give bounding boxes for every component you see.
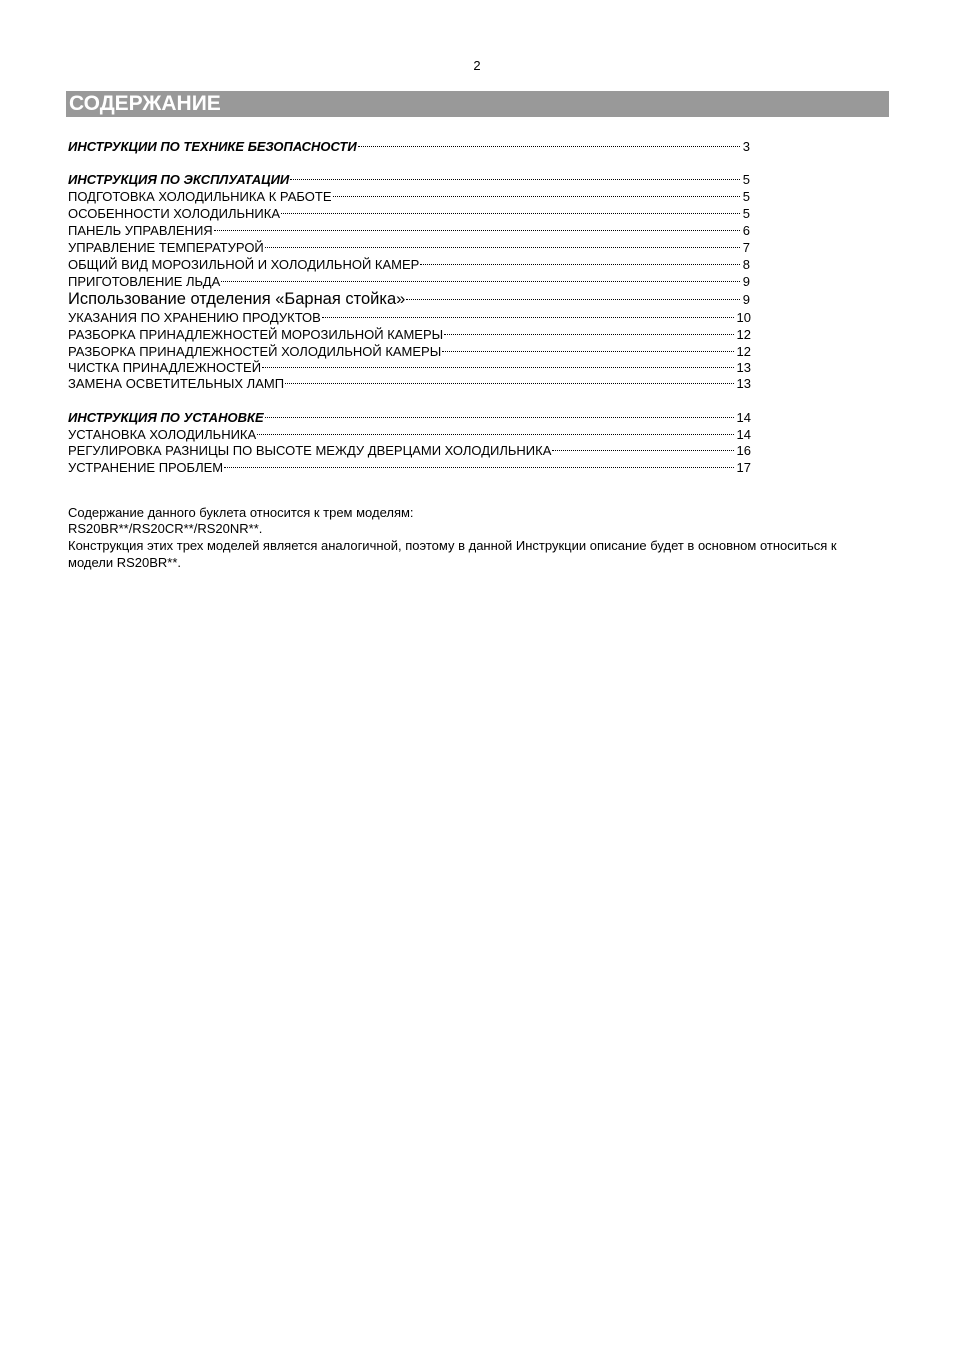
toc-entry-cleaning[interactable]: ЧИСТКА ПРИНАДЛЕЖНОСТЕЙ 13 bbox=[68, 354, 751, 371]
toc-entry-storage[interactable]: УКАЗАНИЯ ПО ХРАНЕНИЮ ПРОДУКТОВ 10 bbox=[68, 304, 751, 321]
toc-entry-bar[interactable]: Использование отделения «Барная стойка» 9 bbox=[68, 286, 750, 303]
toc-entry-control-panel[interactable]: ПАНЕЛЬ УПРАВЛЕНИЯ 6 bbox=[68, 217, 750, 234]
toc-entry-installation[interactable]: ИНСТРУКЦИЯ ПО УСТАНОВКЕ 14 bbox=[68, 404, 751, 421]
toc-entry-preparation[interactable]: ПОДГОТОВКА ХОЛОДИЛЬНИКА К РАБОТЕ 5 bbox=[68, 183, 750, 200]
models-note-design: Конструкция этих трех моделей является аналогичной, поэтому в данной Инструкции описание будет в основном относиться к модели RS20BR**. bbox=[68, 538, 837, 570]
toc-entry-operation[interactable]: ИНСТРУКЦИЯ ПО ЭКСПЛУАТАЦИИ 5 bbox=[68, 166, 750, 183]
toc-entry-install-fridge[interactable]: УСТАНОВКА ХОЛОДИЛЬНИКА 14 bbox=[68, 421, 751, 438]
toc-entry-door-adjustment[interactable]: РЕГУЛИРОВКА РАЗНИЦЫ ПО ВЫСОТЕ МЕЖДУ ДВЕРЦАМИ ХОЛОДИЛЬНИКА 16 bbox=[68, 437, 751, 454]
toc-entry-freezer-disassembly[interactable]: РАЗБОРКА ПРИНАДЛЕЖНОСТЕЙ МОРОЗИЛЬНОЙ КАМЕРЫ 12 bbox=[68, 321, 751, 338]
toc-entry-overview[interactable]: ОБЩИЙ ВИД МОРОЗИЛЬНОЙ И ХОЛОДИЛЬНОЙ КАМЕР 8 bbox=[68, 251, 750, 268]
toc-entry-features[interactable]: ОСОБЕННОСТИ ХОЛОДИЛЬНИКА 5 bbox=[68, 200, 750, 217]
models-note-list: RS20BR**/RS20CR**/RS20NR**. bbox=[68, 521, 263, 536]
contents-heading: СОДЕРЖАНИЕ bbox=[66, 91, 889, 117]
toc-entry-safety[interactable]: ИНСТРУКЦИИ ПО ТЕХНИКЕ БЕЗОПАСНОСТИ 3 bbox=[68, 133, 750, 150]
toc-entry-ice[interactable]: ПРИГОТОВЛЕНИЕ ЛЬДА 9 bbox=[68, 268, 750, 285]
page-number: 2 bbox=[473, 58, 481, 73]
toc-entry-troubleshooting[interactable]: УСТРАНЕНИЕ ПРОБЛЕМ 17 bbox=[68, 454, 751, 471]
toc-entry-lamps[interactable]: ЗАМЕНА ОСВЕТИТЕЛЬНЫХ ЛАМП 13 bbox=[68, 370, 751, 387]
toc-entry-temperature[interactable]: УПРАВЛЕНИЕ ТЕМПЕРАТУРОЙ 7 bbox=[68, 234, 750, 251]
models-note-intro: Содержание данного буклета относится к трем моделям: bbox=[68, 505, 414, 520]
toc-entry-fridge-disassembly[interactable]: РАЗБОРКА ПРИНАДЛЕЖНОСТЕЙ ХОЛОДИЛЬНОЙ КАМЕРЫ 12 bbox=[68, 338, 751, 355]
